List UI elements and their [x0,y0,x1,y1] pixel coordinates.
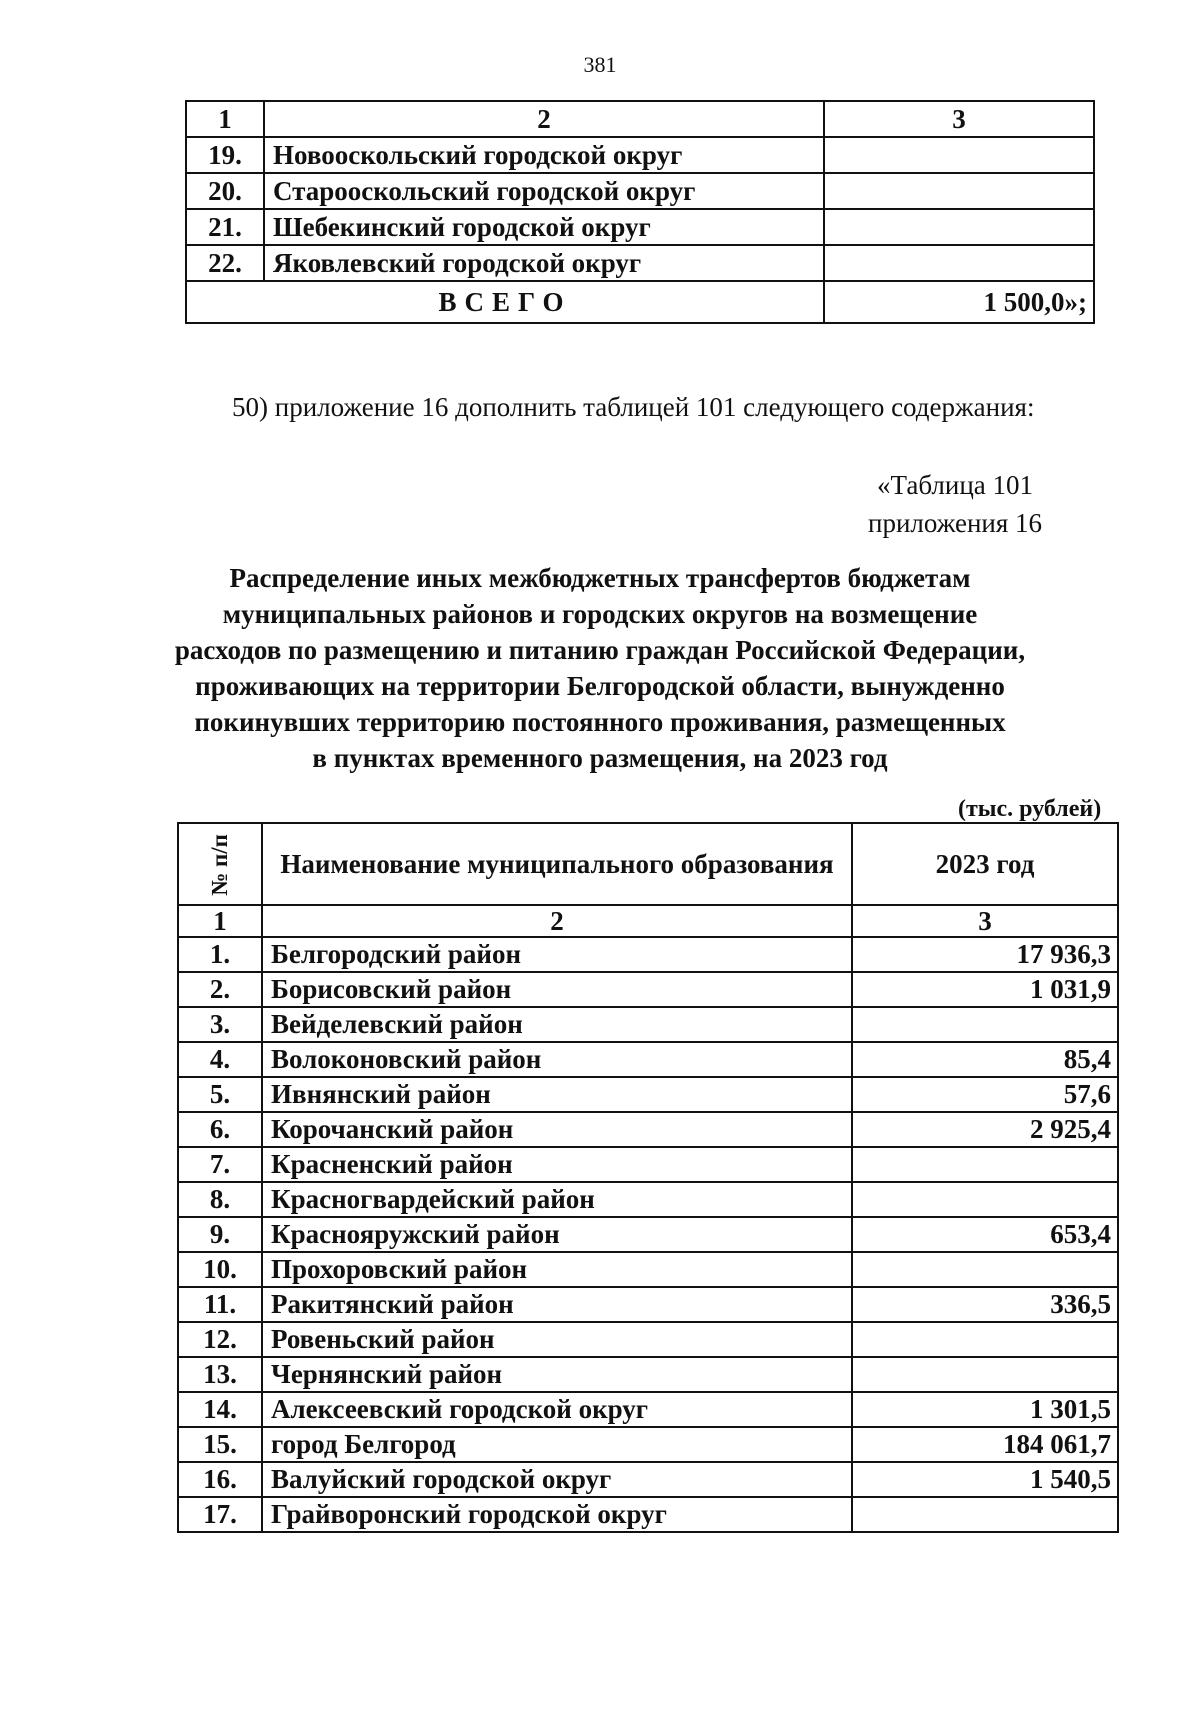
amount-value [852,1322,1118,1357]
total-row [186,281,1094,323]
amount-value: 1 031,9 [852,972,1118,1007]
title-line: муниципальных районов и городских округов на возмещение [222,599,978,629]
table-row [178,1077,1118,1112]
column-number: 2 [264,101,824,137]
table-row [178,1007,1118,1042]
page-number: 381 [583,52,617,77]
row-number: 3. [178,1007,262,1042]
header-row [178,823,1118,905]
table-row [186,245,1094,281]
table-row [178,1427,1118,1462]
municipality-name: Белгородский район [262,937,852,972]
municipality-name: Вейделевский район [262,1007,852,1042]
amount-value: 57,6 [852,1077,1118,1112]
amount-value [852,1007,1118,1042]
amount-value [852,1357,1118,1392]
table-row [178,1147,1118,1182]
amount-value: 336,5 [852,1287,1118,1322]
municipality-name: Корочанский район [262,1112,852,1147]
table-caption-line: приложения 16 [868,508,1043,538]
row-number: 10. [178,1252,262,1287]
row-number: 17. [178,1497,262,1532]
table-row [178,1217,1118,1252]
row-number: 16. [178,1462,262,1497]
row-number: 11. [178,1287,262,1322]
amount-value [852,1147,1118,1182]
amount-value: 1 540,5 [852,1462,1118,1497]
header-number-text: № п/п [206,834,232,896]
municipality-name: Яковлевский городской округ [264,245,824,281]
municipality-name: Прохоровский район [262,1252,852,1287]
row-number: 1. [178,937,262,972]
row-number: 15. [178,1427,262,1462]
amount-value [852,1252,1118,1287]
table-row [178,1112,1118,1147]
amount-value: 653,4 [852,1217,1118,1252]
municipality-name: Ивнянский район [262,1077,852,1112]
table-row [178,1462,1118,1497]
municipality-name: Старооскольский городской округ [264,173,824,209]
table-row [178,1252,1118,1287]
total-value: 1 500,0»; [824,281,1094,323]
row-number: 7. [178,1147,262,1182]
municipality-name: Ровеньский район [262,1322,852,1357]
table-row [186,137,1094,173]
table-caption [868,466,1042,542]
column-number: 3 [852,905,1118,937]
row-number: 22. [186,245,264,281]
row-number: 20. [186,173,264,209]
municipality-name: Борисовский район [262,972,852,1007]
row-number: 19. [186,137,264,173]
header-name: Наименование муниципального образования [262,823,852,905]
municipality-name: Новооскольский городской округ [264,137,824,173]
row-number: 8. [178,1182,262,1217]
table-row [178,1322,1118,1357]
amount-value [824,245,1094,281]
title-line: покинувших территорию постоянного проживания, размещенных [194,707,1006,737]
column-number: 1 [186,101,264,137]
row-number: 9. [178,1217,262,1252]
municipality-name: Красненский район [262,1147,852,1182]
amount-value: 1 301,5 [852,1392,1118,1427]
municipality-name: город Белгород [262,1427,852,1462]
row-number: 14. [178,1392,262,1427]
table-caption-line: «Таблица 101 [877,470,1034,500]
column-number: 3 [824,101,1094,137]
row-number: 4. [178,1042,262,1077]
title-line: Распределение иных межбюджетных трансфертов бюджетам [229,563,971,593]
municipality-name: Алексеевский городской округ [262,1392,852,1427]
header-number [178,823,262,905]
amount-value: 184 061,7 [852,1427,1118,1462]
table-row [178,1357,1118,1392]
municipality-name: Шебекинский городской округ [264,209,824,245]
municipality-name: Краснояружский район [262,1217,852,1252]
amount-value [852,1497,1118,1532]
header-year: 2023 год [852,823,1118,905]
municipality-name: Ракитянский район [262,1287,852,1322]
amount-value [824,209,1094,245]
table-title [150,560,1050,776]
municipality-name: Валуйский городской округ [262,1462,852,1497]
amount-value: 85,4 [852,1042,1118,1077]
row-number: 13. [178,1357,262,1392]
title-line: в пунктах временного размещения, на 2023 год [312,743,888,773]
table-row [178,1042,1118,1077]
table-row [178,1497,1118,1532]
table-row [178,937,1118,972]
amount-value [824,137,1094,173]
title-line: проживающих на территории Белгородской области, вынужденно [195,671,1005,701]
municipality-name: Чернянский район [262,1357,852,1392]
amount-value [852,1182,1118,1217]
row-number: 5. [178,1077,262,1112]
table-row [178,1287,1118,1322]
municipality-name: Грайворонский городской округ [262,1497,852,1532]
units-label: (тыс. рублей) [958,796,1102,822]
amount-value [824,173,1094,209]
amount-value: 2 925,4 [852,1112,1118,1147]
continued-table [185,100,1095,324]
column-number-row [178,905,1118,937]
table-row [178,1182,1118,1217]
amendment-paragraph: 50) приложение 16 дополнить таблицей 101 следующего содержания: [232,392,1035,422]
column-number: 2 [262,905,852,937]
municipality-name: Волоконовский район [262,1042,852,1077]
total-label: ВСЕГО [186,281,824,323]
row-number: 6. [178,1112,262,1147]
table-row [178,1392,1118,1427]
table-row [186,173,1094,209]
row-number: 2. [178,972,262,1007]
municipality-name: Красногвардейский район [262,1182,852,1217]
table-row [178,972,1118,1007]
row-number: 12. [178,1322,262,1357]
amount-value: 17 936,3 [852,937,1118,972]
row-number: 21. [186,209,264,245]
title-line: расходов по размещению и питанию граждан Российской Федерации, [174,635,1026,665]
column-number: 1 [178,905,262,937]
column-number-row [186,101,1094,137]
distribution-table [177,822,1119,1533]
table-row [186,209,1094,245]
